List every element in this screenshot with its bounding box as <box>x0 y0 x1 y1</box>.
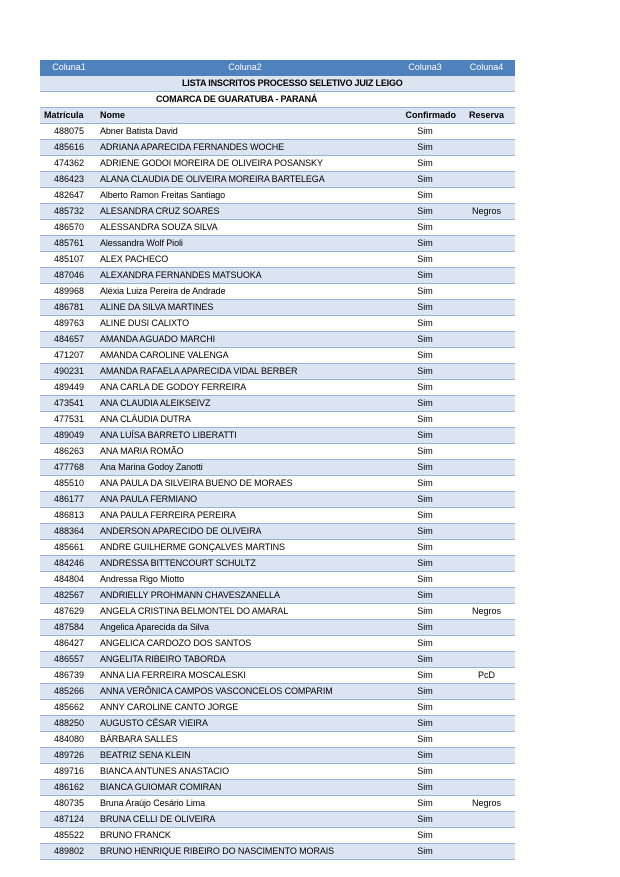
cell-reserva <box>458 236 515 252</box>
cell-nome: ANNA VERÔNICA CAMPOS VASCONCELOS COMPARIM <box>98 684 392 700</box>
cell-confirmado: Sim <box>392 252 458 268</box>
cell-confirmado: Sim <box>392 524 458 540</box>
cell-matricula: 473541 <box>40 396 98 412</box>
title-line-2: COMARCA DE GUARATUBA - PARANÁ <box>98 92 458 108</box>
cell-nome: Ana Marina Godoy Zanotti <box>98 460 392 476</box>
cell-reserva: Negros <box>458 796 515 812</box>
cell-matricula: 490231 <box>40 364 98 380</box>
cell-confirmado: Sim <box>392 620 458 636</box>
cell-nome: ANNA LIA FERREIRA MOSCALESKI <box>98 668 392 684</box>
cell-confirmado: Sim <box>392 172 458 188</box>
cell-matricula: 486177 <box>40 492 98 508</box>
title-row-2 <box>40 92 515 108</box>
cell-nome: BIANCA GUIOMAR COMIRAN <box>98 780 392 796</box>
cell-reserva: Negros <box>458 204 515 220</box>
cell-matricula: 485616 <box>40 140 98 156</box>
cell-reserva <box>458 620 515 636</box>
cell-nome: BRUNO FRANCK <box>98 828 392 844</box>
cell-matricula: 489763 <box>40 316 98 332</box>
table-row[interactable] <box>40 524 515 540</box>
cell-nome: AMANDA AGUADO MARCHI <box>98 332 392 348</box>
table-row[interactable] <box>40 636 515 652</box>
cell-nome: ANDRIELLY PROHMANN CHAVESZANELLA <box>98 588 392 604</box>
table-row[interactable] <box>40 652 515 668</box>
cell-confirmado: Sim <box>392 380 458 396</box>
table-row[interactable] <box>40 604 515 620</box>
table-row[interactable] <box>40 188 515 204</box>
table-row[interactable] <box>40 156 515 172</box>
table-row[interactable] <box>40 412 515 428</box>
cell-reserva <box>458 140 515 156</box>
cell-confirmado: Sim <box>392 268 458 284</box>
cell-reserva <box>458 172 515 188</box>
cell-reserva <box>458 252 515 268</box>
cell-matricula: 485522 <box>40 828 98 844</box>
cell-confirmado: Sim <box>392 364 458 380</box>
cell-reserva <box>458 332 515 348</box>
cell-matricula: 484246 <box>40 556 98 572</box>
cell-reserva <box>458 124 515 140</box>
cell-nome: Angelica Aparecida da Silva <box>98 620 392 636</box>
table-row[interactable] <box>40 572 515 588</box>
cell-confirmado: Sim <box>392 300 458 316</box>
cell-nome: BIANCA ANTUNES ANASTACIO <box>98 764 392 780</box>
cell-matricula: 484080 <box>40 732 98 748</box>
cell-matricula: 485266 <box>40 684 98 700</box>
cell-confirmado: Sim <box>392 428 458 444</box>
cell-reserva <box>458 764 515 780</box>
cell-confirmado: Sim <box>392 220 458 236</box>
table-row[interactable] <box>40 588 515 604</box>
cell-confirmado: Sim <box>392 204 458 220</box>
cell-reserva <box>458 284 515 300</box>
table-row[interactable] <box>40 812 515 828</box>
table-row[interactable] <box>40 492 515 508</box>
cell-matricula: 489449 <box>40 380 98 396</box>
table-row[interactable] <box>40 476 515 492</box>
cell-nome: Abner Batista David <box>98 124 392 140</box>
cell-matricula: 489968 <box>40 284 98 300</box>
cell-reserva <box>458 588 515 604</box>
table-row[interactable] <box>40 796 515 812</box>
cell-matricula: 487124 <box>40 812 98 828</box>
cell-confirmado: Sim <box>392 124 458 140</box>
cell-confirmado: Sim <box>392 780 458 796</box>
table-row[interactable] <box>40 428 515 444</box>
cell-reserva <box>458 716 515 732</box>
cell-confirmado: Sim <box>392 492 458 508</box>
cell-nome: ALEXANDRA FERNANDES MATSUOKA <box>98 268 392 284</box>
cell-confirmado: Sim <box>392 668 458 684</box>
cell-confirmado: Sim <box>392 412 458 428</box>
table-row[interactable] <box>40 284 515 300</box>
cell-nome: Alessandra Wolf Pioli <box>98 236 392 252</box>
cell-reserva <box>458 828 515 844</box>
table-row[interactable] <box>40 140 515 156</box>
cell-reserva <box>458 380 515 396</box>
table-row[interactable] <box>40 364 515 380</box>
header-col1[interactable]: Coluna1 <box>40 60 98 76</box>
cell-matricula: 488075 <box>40 124 98 140</box>
header-row <box>40 60 515 76</box>
cell-confirmado: Sim <box>392 316 458 332</box>
table-row[interactable] <box>40 300 515 316</box>
cell-matricula: 486781 <box>40 300 98 316</box>
cell-confirmado: Sim <box>392 156 458 172</box>
cell-reserva <box>458 188 515 204</box>
cell-nome: ANA CARLA DE GODOY FERREIRA <box>98 380 392 396</box>
table-row[interactable] <box>40 380 515 396</box>
cell-reserva <box>458 812 515 828</box>
header-col4[interactable]: Coluna4 <box>458 60 515 76</box>
cell-reserva <box>458 492 515 508</box>
cell-reserva <box>458 780 515 796</box>
cell-reserva: PcD <box>458 668 515 684</box>
cell-reserva <box>458 412 515 428</box>
cell-confirmado: Sim <box>392 588 458 604</box>
cell-matricula: 486813 <box>40 508 98 524</box>
cell-nome: ADRIANA APARECIDA FERNANDES WOCHE <box>98 140 392 156</box>
cell-confirmado: Sim <box>392 236 458 252</box>
cell-confirmado: Sim <box>392 396 458 412</box>
table-row[interactable] <box>40 684 515 700</box>
cell-nome: AMANDA CAROLINE VALENGA <box>98 348 392 364</box>
cell-reserva <box>458 652 515 668</box>
cell-matricula: 485661 <box>40 540 98 556</box>
cell-matricula: 474362 <box>40 156 98 172</box>
cell-matricula: 487046 <box>40 268 98 284</box>
table-row[interactable] <box>40 828 515 844</box>
cell-reserva <box>458 460 515 476</box>
cell-confirmado: Sim <box>392 444 458 460</box>
cell-confirmado: Sim <box>392 636 458 652</box>
cell-matricula: 486739 <box>40 668 98 684</box>
cell-nome: ANA CLÁUDIA DUTRA <box>98 412 392 428</box>
table-row[interactable] <box>40 252 515 268</box>
cell-confirmado: Sim <box>392 604 458 620</box>
table-row[interactable] <box>40 668 515 684</box>
cell-reserva <box>458 844 515 860</box>
cell-reserva <box>458 556 515 572</box>
column-reserva: Reserva <box>458 108 515 124</box>
table-row[interactable] <box>40 172 515 188</box>
cell-nome: ANDRESSA BITTENCOURT SCHULTZ <box>98 556 392 572</box>
cell-nome: Aléxia Luiza Pereira de Andrade <box>98 284 392 300</box>
cell-reserva <box>458 220 515 236</box>
table-row[interactable] <box>40 748 515 764</box>
cell-reserva <box>458 364 515 380</box>
cell-reserva <box>458 316 515 332</box>
table-row[interactable] <box>40 556 515 572</box>
table-row[interactable] <box>40 732 515 748</box>
cell-matricula: 486162 <box>40 780 98 796</box>
cell-matricula: 488250 <box>40 716 98 732</box>
cell-reserva <box>458 540 515 556</box>
column-matricula: Matrícula <box>40 108 98 124</box>
cell-matricula: 482567 <box>40 588 98 604</box>
cell-confirmado: Sim <box>392 764 458 780</box>
cell-confirmado: Sim <box>392 556 458 572</box>
cell-nome: ANA LUÍSA BARRETO LIBERATTI <box>98 428 392 444</box>
table-row[interactable] <box>40 844 515 860</box>
table-row[interactable] <box>40 540 515 556</box>
table-body <box>40 76 515 860</box>
cell-reserva <box>458 748 515 764</box>
cell-confirmado: Sim <box>392 716 458 732</box>
candidates-table <box>40 60 515 860</box>
cell-reserva <box>458 476 515 492</box>
cell-matricula: 487629 <box>40 604 98 620</box>
table-row[interactable] <box>40 700 515 716</box>
cell-reserva <box>458 396 515 412</box>
cell-matricula: 486263 <box>40 444 98 460</box>
cell-nome: ANGELITA RIBEIRO TABORDA <box>98 652 392 668</box>
cell-nome: Andressa Rigo Miotto <box>98 572 392 588</box>
cell-matricula: 484804 <box>40 572 98 588</box>
cell-reserva <box>458 636 515 652</box>
cell-confirmado: Sim <box>392 140 458 156</box>
cell-matricula: 485761 <box>40 236 98 252</box>
cell-confirmado: Sim <box>392 732 458 748</box>
cell-nome: ANA PAULA FERREIRA PEREIRA <box>98 508 392 524</box>
cell-matricula: 486570 <box>40 220 98 236</box>
cell-nome: ANGELICA CARDOZO DOS SANTOS <box>98 636 392 652</box>
column-nome: Nome <box>98 108 392 124</box>
cell-confirmado: Sim <box>392 348 458 364</box>
cell-reserva <box>458 444 515 460</box>
table-row[interactable] <box>40 460 515 476</box>
cell-matricula: 485662 <box>40 700 98 716</box>
column-confirmado: Confirmado <box>392 108 458 124</box>
table-row[interactable] <box>40 220 515 236</box>
cell-matricula: 480735 <box>40 796 98 812</box>
cell-matricula: 477768 <box>40 460 98 476</box>
cell-matricula: 485732 <box>40 204 98 220</box>
cell-nome: BRUNO HENRIQUE RIBEIRO DO NASCIMENTO MORAIS <box>98 844 392 860</box>
cell-confirmado: Sim <box>392 796 458 812</box>
cell-confirmado: Sim <box>392 508 458 524</box>
cell-reserva <box>458 348 515 364</box>
cell-reserva <box>458 156 515 172</box>
cell-matricula: 477531 <box>40 412 98 428</box>
cell-nome: ANA CLAUDIA ALEIKSEIVZ <box>98 396 392 412</box>
cell-nome: AMANDA RAFAELA APARECIDA VIDAL BERBER <box>98 364 392 380</box>
cell-reserva: Negros <box>458 604 515 620</box>
cell-confirmado: Sim <box>392 652 458 668</box>
cell-confirmado: Sim <box>392 684 458 700</box>
cell-matricula: 486423 <box>40 172 98 188</box>
cell-matricula: 489802 <box>40 844 98 860</box>
cell-nome: ANA PAULA DA SILVEIRA BUENO DE MORAES <box>98 476 392 492</box>
cell-nome: ANDERSON APARECIDO DE OLIVEIRA <box>98 524 392 540</box>
cell-nome: ANA MARIA ROMÃO <box>98 444 392 460</box>
table-row[interactable] <box>40 332 515 348</box>
table-row[interactable] <box>40 268 515 284</box>
table-row[interactable] <box>40 348 515 364</box>
cell-confirmado: Sim <box>392 476 458 492</box>
cell-nome: BÁRBARA SALLES <box>98 732 392 748</box>
cell-matricula: 486557 <box>40 652 98 668</box>
cell-matricula: 489726 <box>40 748 98 764</box>
table-row[interactable] <box>40 620 515 636</box>
cell-matricula: 488364 <box>40 524 98 540</box>
column-header-row <box>40 108 515 124</box>
cell-nome: ANDRE GUILHERME GONÇALVES MARTINS <box>98 540 392 556</box>
cell-matricula: 485510 <box>40 476 98 492</box>
cell-nome: ALINE DA SILVA MARTINES <box>98 300 392 316</box>
title-line-1: LISTA INSCRITOS PROCESSO SELETIVO JUIZ LEIGO <box>98 76 458 92</box>
cell-nome: ADRIENE GODOI MOREIRA DE OLIVEIRA POSANSKY <box>98 156 392 172</box>
cell-nome: ANGELA CRISTINA BELMONTEL DO AMARAL <box>98 604 392 620</box>
cell-matricula: 471207 <box>40 348 98 364</box>
cell-reserva <box>458 508 515 524</box>
cell-matricula: 489716 <box>40 764 98 780</box>
cell-nome: Alberto Ramon Freitas Santiago <box>98 188 392 204</box>
table-row[interactable] <box>40 236 515 252</box>
cell-matricula: 482647 <box>40 188 98 204</box>
cell-nome: BRUNA CELLI DE OLIVEIRA <box>98 812 392 828</box>
cell-nome: ALANA CLAUDIA DE OLIVEIRA MOREIRA BARTELEGA <box>98 172 392 188</box>
cell-reserva <box>458 732 515 748</box>
cell-confirmado: Sim <box>392 828 458 844</box>
cell-reserva <box>458 268 515 284</box>
table-row[interactable] <box>40 124 515 140</box>
cell-nome: ALESSANDRA SOUZA SILVA <box>98 220 392 236</box>
table-row[interactable] <box>40 780 515 796</box>
cell-reserva <box>458 428 515 444</box>
cell-reserva <box>458 572 515 588</box>
cell-nome: ALESANDRA CRUZ SOARES <box>98 204 392 220</box>
header-col3[interactable]: Coluna3 <box>392 60 458 76</box>
cell-confirmado: Sim <box>392 812 458 828</box>
cell-nome: ANA PAULA FERMIANO <box>98 492 392 508</box>
table-row[interactable] <box>40 716 515 732</box>
cell-confirmado: Sim <box>392 460 458 476</box>
table-row[interactable] <box>40 764 515 780</box>
cell-matricula: 489049 <box>40 428 98 444</box>
header-col2[interactable]: Coluna2 <box>98 60 392 76</box>
table-row[interactable] <box>40 316 515 332</box>
cell-confirmado: Sim <box>392 844 458 860</box>
table-row[interactable] <box>40 444 515 460</box>
cell-matricula: 484657 <box>40 332 98 348</box>
cell-reserva <box>458 524 515 540</box>
cell-reserva <box>458 700 515 716</box>
cell-nome: AUGUSTO CÉSAR VIEIRA <box>98 716 392 732</box>
table-row[interactable] <box>40 508 515 524</box>
cell-confirmado: Sim <box>392 188 458 204</box>
table-row[interactable] <box>40 204 515 220</box>
cell-reserva <box>458 684 515 700</box>
title-row-1 <box>40 76 515 92</box>
cell-confirmado: Sim <box>392 284 458 300</box>
table-row[interactable] <box>40 396 515 412</box>
cell-confirmado: Sim <box>392 700 458 716</box>
cell-nome: Bruna Araújo Cesário Lima <box>98 796 392 812</box>
cell-confirmado: Sim <box>392 332 458 348</box>
cell-nome: ALINE DUSI CALIXTO <box>98 316 392 332</box>
cell-confirmado: Sim <box>392 572 458 588</box>
cell-nome: ANNY CAROLINE CANTO JORGE <box>98 700 392 716</box>
cell-matricula: 487584 <box>40 620 98 636</box>
cell-nome: ALEX PACHECO <box>98 252 392 268</box>
cell-confirmado: Sim <box>392 748 458 764</box>
cell-matricula: 485107 <box>40 252 98 268</box>
cell-nome: BEATRIZ SENA KLEIN <box>98 748 392 764</box>
cell-confirmado: Sim <box>392 540 458 556</box>
cell-reserva <box>458 300 515 316</box>
cell-matricula: 486427 <box>40 636 98 652</box>
